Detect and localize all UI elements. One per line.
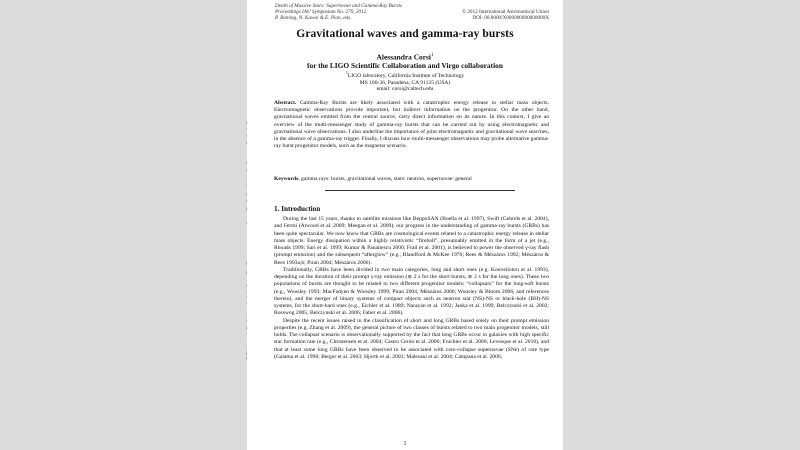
- separator-rule: [325, 190, 515, 191]
- keywords-label: Keywords.: [274, 176, 300, 182]
- author-name: Alessandra Corsi: [376, 52, 431, 62]
- page-number: 1: [403, 441, 407, 447]
- body-text: [274, 216, 549, 361]
- header-left-line: P. Roming, N. Kawai & E. Pian, eds.: [275, 15, 352, 21]
- paper-title: Gravitational waves and gamma-ray bursts: [296, 28, 514, 40]
- paper-page: [247, 0, 563, 450]
- keywords: [274, 176, 549, 183]
- author-block: [247, 51, 563, 70]
- email: email: corsi@caltech.edu: [376, 86, 434, 93]
- keywords-text: gamma rays: bursts, gravitational waves, stars: neutron, supernovae: general: [301, 176, 472, 182]
- affiliation-line: MS 100-36, Pasadena, CA 91125 (USA): [359, 79, 451, 86]
- header-right-line: DOI: 00.0000/X000000000000000X: [472, 15, 549, 21]
- affiliation-line: LIGO laboratory, California Institute of Technology: [347, 72, 465, 79]
- abstract: [274, 100, 549, 150]
- header-right: [462, 9, 549, 21]
- paragraph: During the last 15 years, thanks to satellite missions like BeppoSAX (Boella et al. 1997), Swift (Gehrels et al. 2004), and Fermi (Atwood et al. 2009; Meegan et al. 2009), our progress in the understanding of gamma-ray bursts (GRBs) has been quite spectacular. We now know that GRBs are cosmological events related to a catastrophic energy release in stellar mass objects. Energy dissipation within a highly relativistic “fireball”, presumably emitted in the form of a jet (e.g., Rhoads 1999; Sari et al. 1999; Kumar & Panaitescu 2000; Frail et al. 2001), is believed to power the observed γ-ray flash (prompt emission) and the subsequent “afterglow” (e.g., Blandford & McKee 1976; Rees & Mészáros 1992; Mészáros & Rees 1993a,b; Piran 2004; Mészáros 2006).: [274, 216, 549, 266]
- abstract-text: Gamma-Ray Bursts are likely associated with a catastrophic energy release in stellar mass objects. Electromagnetic observations provide important, but indirect information on the progenitor. On the other hand, gravitational waves emitted from the central source, carry direct information on its nature. In this context, I give an overview of the multi-messenger study of gamma-ray bursts that can be carried out by using electromagnetic and gravitational wave observations. I also underline the importance of joint electromagnetic and gravitational wave searches, in the absence of a gamma-ray trigger. Finally, I discuss how multi-messenger observations may probe alternative gamma-ray burst progenitor models, such as the magnetar scenario.: [274, 100, 550, 150]
- section-heading: 1. Introduction: [274, 205, 321, 213]
- paragraph: Traditionally, GRBs have been divided in two main categories, long and short ones (e.g. Kouveliotou et al. 1993), depending on the duration of their prompt γ-ray emission (≲ 2 s for the short bursts, ≳ 2 s for the long ones). These two populations of bursts are thought to be related to two different progenitor models: “collapsars” for the long-soft bursts (e.g., Woosley 1993; MacFadyen & Woosley 1999; Piran 2004; Mészáros 2006; Woosley & Bloom 2006, and references therein), and the merger of binary systems of compact objects such as neutron star (NS)-NS or black-hole (BH)-NS systems, for the short-hard ones (e.g., Eichler et al. 1989; Narayan et al. 1992; Janka et al. 1999; Belczynski et al. 2002; Rosswog 2005; Belczynski et al. 2006; Faber et al. 2006).: [274, 266, 549, 317]
- affiliation-sup: 1: [345, 70, 348, 75]
- paragraph: Despite the recent issues raised in the classification of short and long GRBs based solely on their prompt emission properties (e.g, Zhang et al. 2009), the general picture of two classes of bursts related to two main progenitor models, still holds. The collapsar scenario is observationally supported by the fact that long GRBs occur in galaxies with high specific star formation rate (e.g., Christensen et al. 2004; Castro Cerón et al. 2006; Fruchter et al. 2006; Levesque et al. 2010), and that at least some long GRBs have been observed to be associated with core-collapse supernovae (SNe) of rare type (Galama et al. 1998; Berger et al. 2003; Hjorth et al. 2003; Malesani et al. 2004; Campana et al. 2006;: [274, 317, 549, 360]
- affiliation: [247, 70, 563, 93]
- collaboration: for the LIGO Scientific Collaboration and Virgo collaboration: [307, 61, 503, 71]
- author-sup: 1: [430, 53, 434, 58]
- header-left-line: Death of Massive Stars: Supernovae and Gamma-Ray Bursts: [275, 3, 402, 9]
- header-right-line: © 2012 International Astronomical Union: [462, 9, 549, 15]
- header-left: [275, 3, 402, 21]
- header-left-line: Proceedings IAU Symposium No. 279, 2012: [275, 9, 367, 15]
- abstract-label: Abstract.: [274, 100, 297, 106]
